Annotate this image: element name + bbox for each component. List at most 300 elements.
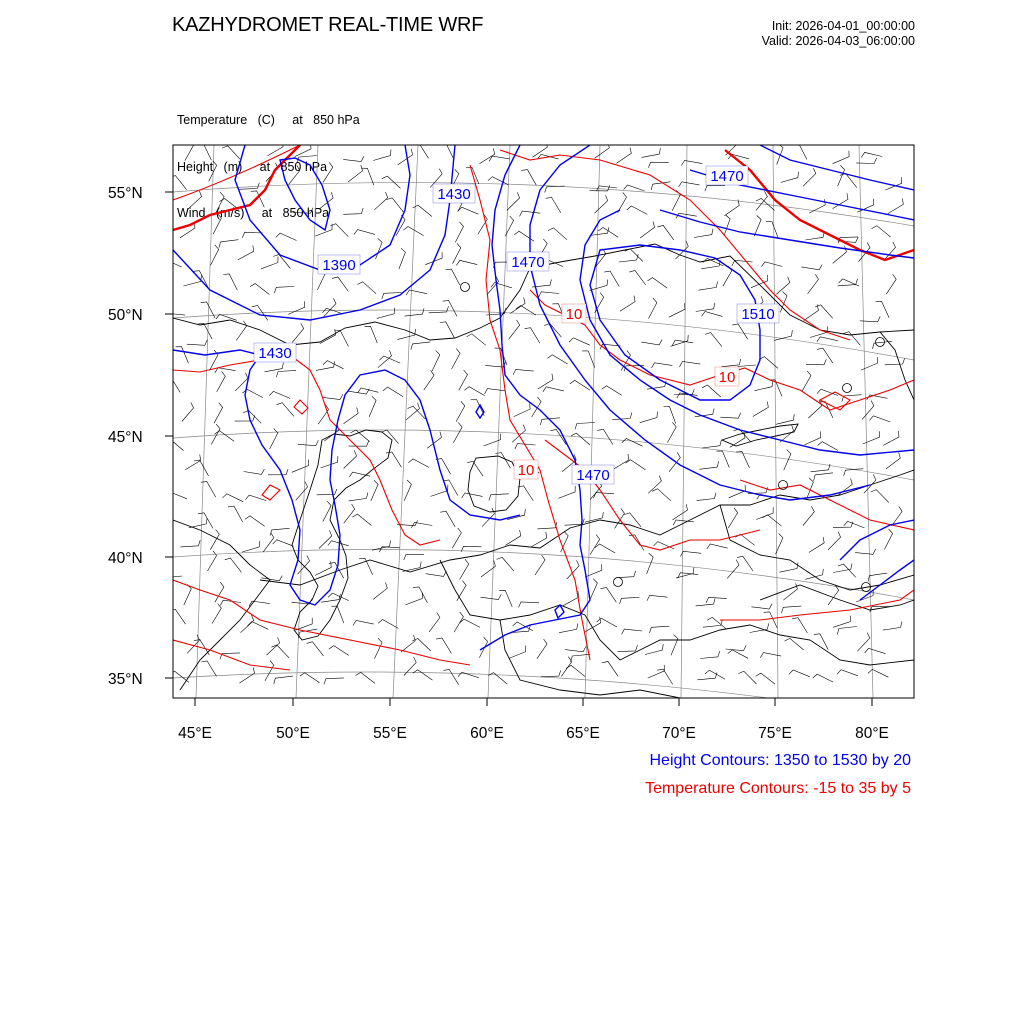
wind-barb [868, 669, 889, 677]
wind-barb [216, 314, 237, 320]
wind-barb [728, 508, 738, 528]
wind-barb [652, 489, 671, 501]
contour-labels [254, 166, 779, 484]
parallel-45 [173, 430, 914, 480]
wind-barb [276, 370, 296, 377]
lat-label-40: 40°N [108, 550, 143, 567]
wind-barb [566, 665, 585, 676]
wind-barb [464, 387, 484, 396]
wind-barb [292, 323, 304, 342]
wind-barb [705, 185, 725, 191]
wind-barb [548, 355, 568, 364]
wind-barb [705, 670, 725, 679]
wind-barb [374, 192, 387, 210]
wind-barb [514, 231, 534, 241]
wind-barb [618, 645, 638, 651]
wind-barb [509, 320, 520, 339]
wind-barb [597, 618, 617, 627]
wind-barb [817, 337, 838, 342]
wind-barb [537, 522, 557, 529]
wind-barb [424, 370, 434, 390]
wind-barb [348, 165, 362, 182]
wind-barb [274, 676, 293, 684]
wind-barb [886, 452, 900, 469]
wind-barb [707, 544, 728, 549]
wind-barb [804, 305, 819, 321]
station-circle [461, 283, 470, 292]
wind-barb [489, 156, 510, 161]
wind-barb [886, 274, 896, 294]
wind-barb [455, 222, 463, 243]
wind-barb [590, 579, 597, 600]
wind-barb [620, 597, 640, 604]
wind-barb [198, 323, 212, 339]
wind-barb [273, 255, 290, 269]
wind-barb [700, 651, 720, 658]
wind-barb [838, 564, 856, 577]
wind-barb [649, 298, 657, 319]
wind-barb [833, 564, 852, 573]
wind-barb [558, 486, 575, 499]
wind-barb [440, 322, 455, 338]
wind-barb [871, 490, 889, 503]
wind-barb [356, 672, 375, 683]
wind-barb [215, 368, 236, 373]
wind-barb [521, 170, 536, 186]
wind-barb [860, 316, 880, 321]
wind-barb [613, 454, 629, 469]
wind-barb [648, 278, 668, 289]
wind-barb [640, 412, 658, 423]
wind-barb [868, 573, 887, 582]
wind-barb [467, 334, 486, 345]
wind-barb [277, 403, 294, 417]
wind-barb [678, 573, 699, 578]
wind-barb [582, 351, 595, 368]
wind-barb [595, 195, 608, 213]
wind-barb [297, 156, 317, 163]
wind-barb [781, 172, 799, 183]
wind-barb [292, 460, 309, 473]
wind-barb [354, 230, 375, 235]
wind-barb [376, 238, 383, 259]
station-circle [614, 578, 623, 587]
wind-barb [885, 358, 905, 365]
temperature-contour-h [740, 480, 914, 530]
wind-barb [789, 670, 810, 677]
wind-barb [271, 645, 289, 658]
wind-barb [738, 671, 756, 684]
wind-barb [870, 416, 891, 422]
wind-barb [507, 192, 520, 210]
field-wind: Wind (m/s) at 850 hPa [177, 206, 330, 220]
wind-barb [460, 619, 481, 627]
wind-barb [198, 144, 212, 160]
wind-barb [499, 590, 512, 607]
central-asia-borders [440, 560, 914, 665]
wind-barb [626, 460, 646, 470]
wind-barb [182, 403, 194, 422]
temperature-contour-j [173, 640, 290, 670]
wind-barb [673, 504, 688, 520]
wind-barb [876, 301, 890, 317]
wind-barb [561, 657, 571, 677]
wind-barb [215, 582, 224, 602]
parallel-55 [173, 182, 914, 226]
wind-barb [761, 262, 782, 267]
wind-barb [432, 350, 440, 371]
height-contour-north-2 [660, 210, 914, 258]
wind-barb [315, 561, 331, 575]
wind-barb [622, 439, 643, 447]
wind-barb [679, 182, 700, 187]
wind-barb [239, 667, 254, 683]
wind-barb [541, 670, 561, 676]
wind-barb [732, 324, 748, 339]
wind-barb [266, 163, 278, 182]
height-contour-label: 1470 [710, 168, 744, 185]
wind-barb [699, 461, 718, 469]
lat-label-35: 35°N [108, 671, 143, 688]
wind-barb [629, 271, 646, 286]
wind-barb [671, 635, 678, 656]
wind-barb [650, 626, 670, 633]
height-contour-label: 1470 [511, 254, 545, 271]
wind-barb [540, 418, 560, 425]
wind-barb [736, 452, 750, 468]
wind-barb [697, 493, 716, 501]
wind-barb [730, 432, 745, 448]
wind-barb [270, 528, 290, 535]
wind-barb [585, 564, 602, 577]
wind-barb [782, 606, 802, 613]
wind-barb [616, 571, 636, 578]
wind-barb [381, 430, 398, 444]
wind-barb [803, 168, 816, 186]
wind-barb [429, 306, 449, 313]
wind-barb [571, 433, 590, 445]
wind-barb [411, 342, 431, 350]
lon-label-45: 45°E [178, 725, 212, 742]
wind-barb [242, 232, 262, 238]
wind-barb [865, 648, 886, 653]
wind-barb [784, 450, 791, 471]
wind-barb [828, 532, 841, 550]
wind-barb [720, 413, 740, 419]
wind-barb [481, 594, 502, 599]
wind-barb [702, 312, 723, 317]
temperature-legend: Temperature Contours: -15 to 35 by 5 [645, 780, 911, 797]
wind-barb [754, 215, 761, 236]
wind-barb [780, 292, 787, 313]
station-circle [843, 384, 852, 393]
wind-barb [216, 192, 224, 213]
wind-barb [330, 224, 348, 237]
wind-barb [265, 661, 274, 681]
longitude-labels [178, 725, 889, 742]
wind-barb [561, 532, 569, 553]
wind-barb [696, 303, 715, 312]
wind-barb [809, 537, 824, 553]
wind-barb [404, 480, 411, 501]
wind-barb [241, 615, 254, 633]
temperature-contour-l [294, 400, 308, 414]
height-contour-label: 1430 [437, 186, 471, 203]
wind-barb [546, 197, 561, 213]
wind-barb [861, 357, 878, 370]
wind-barb [805, 231, 824, 240]
height-contour-small-loop-2 [555, 605, 564, 618]
wind-barb [702, 440, 721, 448]
wind-barb [344, 451, 357, 469]
wind-barb [250, 284, 269, 295]
wind-barb [180, 540, 200, 547]
wind-barb [198, 513, 213, 529]
wind-barb [443, 669, 458, 684]
wind-barb [774, 330, 792, 340]
wind-barb [618, 192, 627, 212]
wind-barb [453, 423, 462, 443]
height-contour-se-2 [860, 560, 914, 600]
height-contour-ural-loop [280, 158, 330, 230]
wind-barb [595, 544, 615, 553]
wind-barb [185, 140, 194, 160]
wind-barb [497, 557, 514, 571]
wind-barb [321, 456, 338, 468]
wind-barb [436, 638, 451, 653]
wind-barb [753, 402, 769, 417]
temperature-contour-a [500, 150, 850, 340]
wind-barb [647, 595, 668, 600]
wind-barb [408, 459, 429, 468]
wind-barb [862, 401, 874, 420]
wind-barb [446, 269, 460, 285]
wind-barb [654, 542, 675, 549]
temperature-contour-label: 10 [517, 462, 535, 479]
wind-barb [696, 598, 716, 606]
latitude-labels [108, 185, 143, 688]
wind-barb [219, 240, 238, 248]
wind-barb [664, 407, 676, 424]
wind-barb [813, 674, 834, 682]
wind-barb [319, 192, 333, 209]
wind-barb [371, 480, 378, 501]
height-contour-1430-south [173, 350, 520, 605]
wind-barb [377, 308, 395, 319]
wind-barb [548, 228, 567, 240]
wind-barb [575, 423, 595, 430]
wind-barb [353, 621, 374, 626]
wind-barb [359, 558, 373, 574]
wind-barb [754, 381, 773, 391]
wind-barb [274, 287, 294, 294]
wind-barb [537, 639, 547, 659]
wind-barb [681, 160, 702, 165]
lon-label-65: 65°E [566, 725, 600, 742]
wind-barb [725, 200, 740, 216]
wind-barb [762, 515, 781, 526]
wind-barb [716, 451, 729, 468]
wind-barb [187, 340, 208, 346]
wind-barb [458, 207, 479, 214]
wind-barb [806, 359, 826, 365]
lon-label-75: 75°E [758, 725, 792, 742]
wind-barb [396, 215, 405, 235]
wind-barb [776, 414, 794, 424]
meridian-70 [681, 145, 687, 698]
wind-barb [695, 409, 714, 417]
wind-barb [694, 229, 713, 238]
front-east [725, 150, 914, 260]
meridian-80 [859, 145, 873, 698]
wind-barb [300, 673, 320, 683]
wind-barb [509, 646, 526, 659]
wind-barb [642, 148, 661, 157]
wind-barb [161, 260, 182, 267]
wind-barb [344, 504, 355, 523]
lon-label-70: 70°E [662, 725, 696, 742]
wind-barb [323, 361, 344, 369]
temperature-contour-k [262, 485, 280, 500]
wind-barb [569, 338, 590, 345]
wind-barb [268, 469, 288, 475]
wind-barb [235, 415, 255, 421]
init-time: Init: 2026-04-01_00:00:00 [771, 19, 915, 33]
wind-barb [322, 394, 343, 399]
wind-barb [737, 556, 753, 571]
wind-barb [378, 350, 392, 368]
wind-barb [185, 455, 200, 470]
wind-barb [214, 403, 223, 423]
wind-barb [888, 199, 903, 214]
wind-barb [276, 233, 297, 240]
wind-barb [357, 282, 376, 294]
wind-barb [721, 359, 740, 367]
wind-barb [245, 516, 265, 526]
wind-barb [706, 597, 727, 602]
meridian-60 [488, 145, 510, 698]
wind-barb [783, 583, 797, 600]
wind-barb [369, 396, 376, 417]
wind-barb [590, 280, 608, 291]
wind-barb [166, 492, 187, 499]
wind-barb [855, 549, 876, 554]
wind-barb [622, 629, 643, 634]
wind-barb [211, 245, 219, 265]
wind-barb [225, 558, 242, 572]
wind-barb [645, 644, 663, 655]
wind-barb [426, 571, 447, 576]
wind-barb [176, 347, 189, 364]
lon-label-50: 50°E [276, 725, 310, 742]
wind-barb [506, 530, 521, 545]
wind-barb [513, 369, 534, 374]
wind-barb [705, 333, 722, 347]
wind-barb [641, 340, 662, 345]
lat-label-55: 55°N [108, 185, 143, 202]
height-contour-1470-main [480, 145, 590, 650]
wind-barb [238, 245, 254, 260]
wind-barb [727, 560, 739, 579]
wind-barb [833, 151, 850, 164]
meridian-45 [196, 145, 214, 698]
wind-barb [543, 387, 564, 392]
wind-barb [323, 308, 344, 314]
wind-barb [565, 647, 586, 652]
parallel-35 [173, 672, 914, 720]
wind-barb [466, 167, 479, 184]
wind-barb [349, 493, 368, 501]
wind-barb [239, 183, 259, 190]
wind-barb [194, 460, 209, 476]
lon-label-55: 55°E [373, 725, 407, 742]
wind-barb [401, 635, 415, 652]
wind-barb [793, 143, 807, 159]
wind-barb [861, 152, 882, 157]
wind-barb [804, 432, 820, 445]
wind-barb [318, 405, 328, 425]
meridian-65 [585, 145, 600, 698]
height-contour-label: 1510 [741, 306, 775, 323]
wind-barb [298, 440, 319, 445]
wind-barb [404, 555, 424, 561]
wind-barb [844, 469, 864, 476]
wind-barb [413, 670, 433, 680]
wind-barb [699, 282, 718, 291]
wind-barb [751, 604, 772, 609]
wind-barb [867, 395, 888, 400]
kazakhstan-south-border [260, 470, 914, 585]
lon-label-60: 60°E [470, 725, 504, 742]
meridian-75 [773, 145, 778, 698]
wind-barb [785, 638, 804, 650]
wind-barb [378, 620, 398, 629]
wind-barb [640, 222, 655, 239]
wind-barb [857, 633, 869, 652]
wind-barb [648, 162, 668, 168]
wind-barb [756, 673, 775, 684]
wind-barb [212, 604, 221, 624]
wind-barb [837, 627, 856, 635]
wind-barb [189, 518, 207, 528]
wind-barb [652, 363, 673, 368]
wind-barb [244, 469, 265, 474]
wind-barb [837, 670, 858, 676]
wind-barb [343, 156, 364, 161]
wind-barb [707, 617, 726, 628]
wind-barb [726, 645, 747, 650]
wind-barb [268, 141, 284, 156]
wind-barb [585, 512, 603, 522]
height-contour-label: 1430 [258, 345, 292, 362]
wind-barb [805, 569, 823, 579]
wind-barb [616, 148, 631, 164]
wind-barb [803, 506, 815, 525]
wind-barb [365, 326, 378, 343]
wind-barb [454, 612, 463, 632]
wind-barb [201, 661, 216, 676]
wind-barb [456, 260, 477, 265]
tarim-outline [760, 585, 914, 610]
height-contour-label: 1470 [576, 467, 610, 484]
wind-barb [344, 407, 359, 423]
wind-barb [223, 274, 237, 290]
wind-barb [263, 533, 274, 553]
wind-barb [539, 292, 560, 297]
wind-barb [443, 301, 457, 317]
wind-barb [884, 529, 892, 550]
wind-barb [429, 612, 440, 632]
